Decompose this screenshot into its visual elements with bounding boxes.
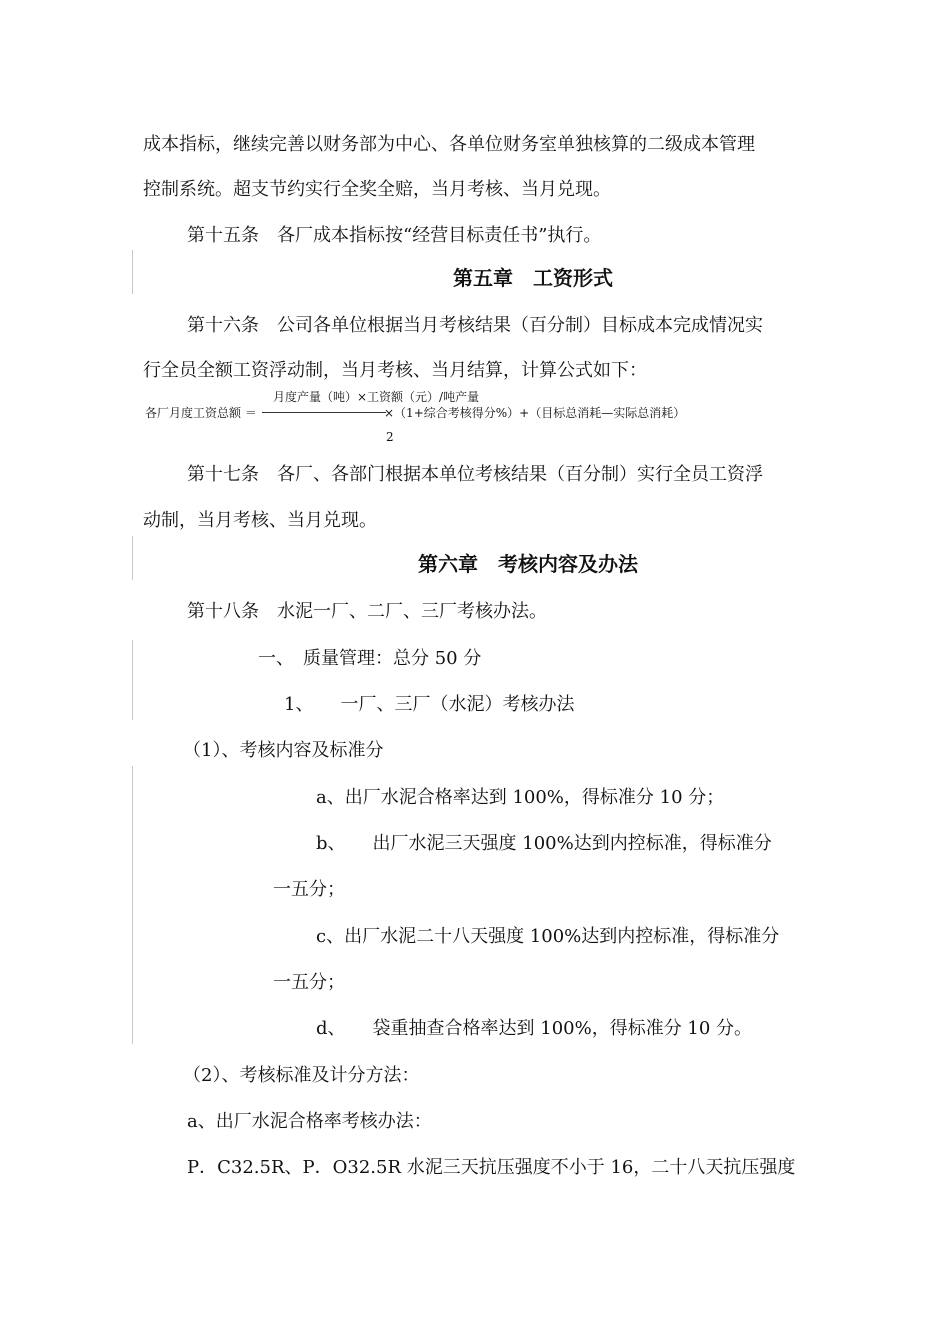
chapter-5-heading: 第五章 工资形式 — [453, 266, 613, 290]
article-16: 第十六条 公司各单位根据当月考核结果（百分制）目标成本完成情况实 — [187, 315, 763, 336]
margin-rule — [132, 766, 133, 1044]
article-15: 第十五条 各厂成本指标按“经营目标责任书”执行。 — [187, 225, 602, 246]
section-one: 一、 质量管理：总分 50 分 — [258, 648, 482, 669]
paragraph-line: 动制，当月考核、当月兑现。 — [143, 510, 377, 531]
paragraph-line: P．C32.5R、P．O32.5R 水泥三天抗压强度不小于 16，二十八天抗压强度 — [187, 1157, 796, 1178]
criteria-a: a、出厂水泥合格率达到 100%，得标准分 10 分； — [316, 787, 725, 808]
subsection-1: 1、 一厂、三厂（水泥）考核办法 — [284, 694, 575, 715]
criteria-b: b、 出厂水泥三天强度 100%达到内控标准，得标准分 — [316, 833, 772, 854]
article-17: 第十七条 各厂、各部门根据本单位考核结果（百分制）实行全员工资浮 — [187, 464, 763, 485]
method-a: a、出厂水泥合格率考核办法： — [187, 1111, 432, 1132]
paragraph-line: 成本指标，继续完善以财务部为中心、各单位财务室单独核算的二级成本管理 — [143, 134, 755, 155]
subsection-1-1: （1）、考核内容及标准分 — [183, 740, 384, 761]
subsection-1-2: （2）、考核标准及计分方法： — [183, 1065, 420, 1086]
formula-numerator: 月度产量（吨）×工资额（元）/吨产量 — [273, 390, 480, 404]
fraction-bar — [262, 412, 386, 413]
margin-rule — [132, 640, 133, 720]
formula-rhs: ×（1+综合考核得分%）+（目标总消耗—实际总消耗） — [384, 406, 686, 420]
paragraph-line: 行全员全额工资浮动制，当月考核、当月结算，计算公式如下： — [143, 360, 647, 381]
criteria-c-cont: 一五分； — [273, 972, 345, 993]
formula-lhs: 各厂月度工资总额 ＝ — [145, 406, 257, 420]
criteria-c: c、出厂水泥二十八天强度 100%达到内控标准，得标准分 — [316, 926, 780, 947]
chapter-6-heading: 第六章 考核内容及办法 — [418, 552, 638, 576]
paragraph-line: 控制系统。超支节约实行全奖全赔，当月考核、当月兑现。 — [143, 179, 611, 200]
criteria-d: d、 袋重抽查合格率达到 100%，得标准分 10 分。 — [316, 1018, 753, 1039]
margin-rule — [132, 536, 133, 580]
criteria-b-cont: 一五分； — [273, 879, 345, 900]
margin-rule — [132, 250, 133, 294]
article-18: 第十八条 水泥一厂、二厂、三厂考核办法。 — [187, 601, 547, 622]
formula-denominator: 2 — [386, 430, 394, 444]
